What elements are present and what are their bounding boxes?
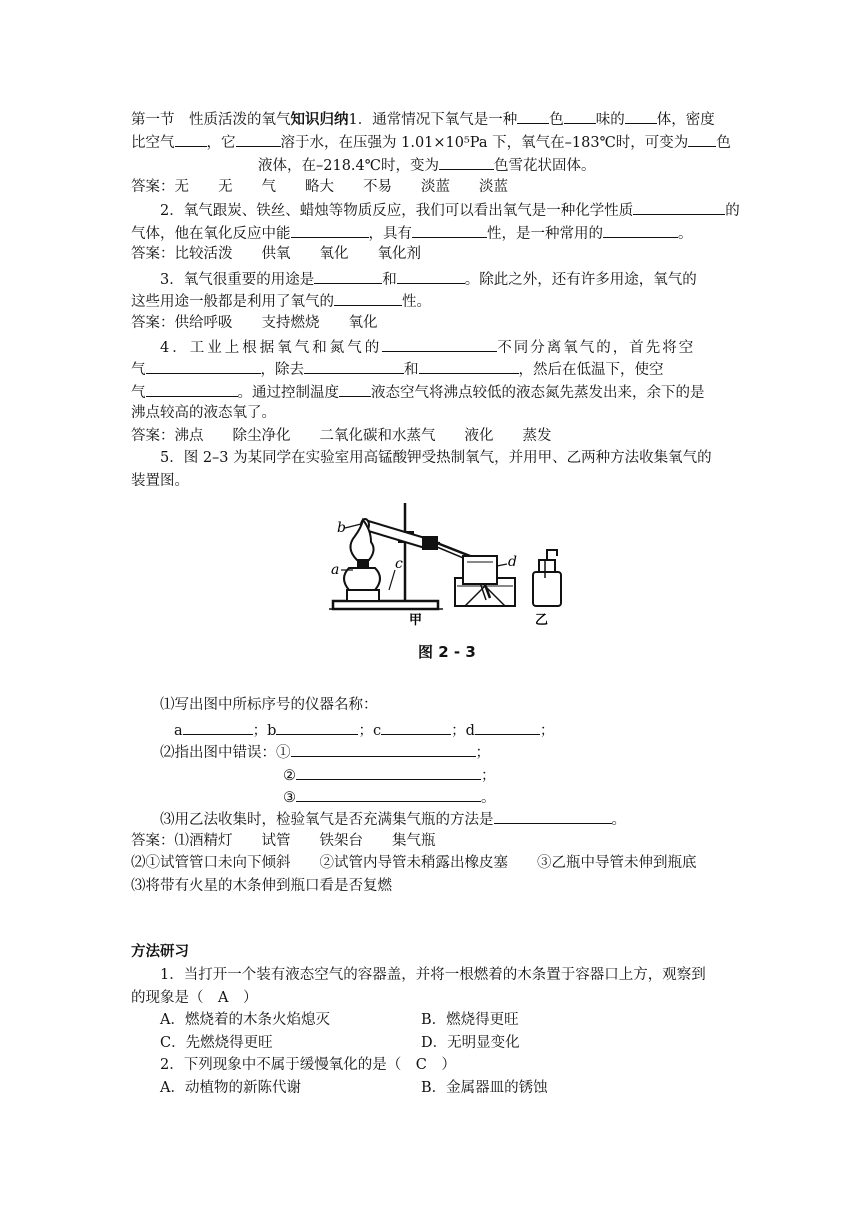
blank — [382, 336, 497, 352]
q5-text: 。 — [481, 790, 496, 806]
blank — [236, 131, 281, 147]
q5-text: ；b — [252, 723, 277, 739]
q1-line1 — [131, 108, 715, 130]
q5-text: ② — [283, 768, 296, 784]
q1-text: 体，密度 — [656, 112, 715, 128]
q1-line2 — [131, 131, 731, 153]
blank — [146, 381, 238, 397]
q3-text: 3．氧气很重要的用途是 — [160, 272, 315, 288]
q5-line2: 装置图。 — [131, 473, 189, 489]
q4-answer: 答案：沸点 除尘净化 二氧化碳和水蒸气 液化 蒸发 — [131, 428, 552, 444]
q2-answer: 答案：比较活泼 供氧 氧化 氧化剂 — [131, 246, 421, 262]
q3-text: 。除此之外，还有许多用途，氧气的 — [464, 272, 697, 288]
apparatus-diagram — [325, 498, 565, 633]
blank — [183, 719, 253, 735]
blank — [494, 808, 612, 824]
q3-line1 — [160, 268, 697, 290]
q5-part1: ⑴写出图中所标序号的仪器名称： — [160, 697, 378, 713]
q1-text: 溶于水，在压强为 1.01×10⁵Pa 下，氧气在–183℃时，可变为 — [280, 135, 689, 151]
s2-q2-option-a: A．动植物的新陈代谢 — [160, 1080, 301, 1096]
q1-text: 比空气 — [131, 135, 175, 151]
q1-text: 1．通常情况下氧气是一种 — [348, 112, 518, 128]
q3-text: 性。 — [402, 294, 431, 310]
q3-text: 这些用途一般都是利用了氧气的 — [131, 294, 334, 310]
q5-text: ③ — [283, 790, 296, 806]
stand-base — [333, 601, 438, 609]
q5-part2-3 — [283, 786, 496, 808]
q5-part2-2 — [283, 764, 496, 786]
q2-line1 — [160, 199, 740, 221]
q5-part3 — [160, 808, 626, 830]
q4-text: ，然后在低温下，使空 — [518, 362, 664, 378]
blank — [439, 154, 494, 170]
q5-text: ； — [475, 745, 490, 761]
q1-text: 色 — [716, 135, 731, 151]
blank — [475, 719, 540, 735]
blank — [304, 358, 404, 374]
q4-text: ，除去 — [260, 362, 304, 378]
q1-text: 味的 — [595, 112, 625, 128]
q4-text: 4．工业上根据氧气和氮气的 — [160, 340, 383, 356]
blank — [412, 222, 487, 238]
blank — [688, 131, 716, 147]
blank — [633, 199, 725, 215]
q1-answer: 答案：无 无 气 略大 不易 淡蓝 淡蓝 — [131, 179, 508, 195]
s2-q1-option-d: D．无明显变化 — [421, 1035, 520, 1051]
blank — [314, 268, 382, 284]
q1-text: ，它 — [206, 135, 236, 151]
s2-q1-option-b: B．燃烧得更旺 — [421, 1012, 519, 1028]
q5-text: ；c — [358, 723, 382, 739]
q4-text: 液态空气将沸点较低的液态氮先蒸发出来，余下的是 — [371, 385, 705, 401]
s2-q2-line1: 2．下列现象中不属于缓慢氧化的是（ C ） — [160, 1057, 456, 1073]
q2-text: ，具有 — [368, 226, 412, 242]
q4-line2 — [131, 358, 664, 380]
q5-text: a — [174, 723, 183, 739]
blank — [296, 764, 481, 780]
section-title: 第一节 性质活泼的氧气 — [131, 112, 291, 128]
blank — [603, 222, 678, 238]
label-b: b — [337, 520, 346, 536]
blank — [339, 381, 371, 397]
q5-answer3: ⑶将带有火星的木条伸到瓶口看是否复燃 — [131, 878, 392, 894]
q5-line1: 5．图 2–3 为某同学在实验室用高锰酸钾受热制氧气，并用甲、乙两种方法收集氧气的 — [160, 450, 712, 466]
s2-q1-option-c: C．先燃烧得更旺 — [160, 1035, 273, 1051]
blank — [381, 719, 451, 735]
q1-text: 色 — [549, 112, 564, 128]
figure-caption: 图 2 - 3 — [418, 643, 476, 661]
label-yi: 乙 — [535, 613, 549, 628]
q3-answer: 答案：供给呼吸 支持燃烧 氧化 — [131, 315, 378, 331]
q3-text: 和 — [382, 272, 397, 288]
q2-text: 气体，他在氧化反应中能 — [131, 226, 291, 242]
blank — [291, 222, 369, 238]
s2-q1-line1: 1．当打开一个装有液态空气的容器盖，并将一根燃着的木条置于容器口上方，观察到 — [160, 967, 706, 983]
q4-line4: 沸点较高的液态氧了。 — [131, 405, 276, 421]
label-a: a — [331, 562, 340, 578]
label-c: c — [395, 556, 403, 572]
gas-bottle — [533, 550, 561, 606]
q2-text: 性，是一种常用的 — [487, 226, 603, 242]
blank — [564, 108, 596, 124]
q4-text: 气 — [131, 362, 146, 378]
q4-line3 — [131, 381, 705, 403]
blank — [334, 290, 402, 306]
q5-text: ⑵指出图中错误：① — [160, 745, 291, 761]
q4-line1 — [160, 336, 695, 358]
q5-answer1: 答案：⑴酒精灯 试管 铁架台 集气瓶 — [131, 833, 436, 849]
q1-text: 液体，在–218.4℃时，变为 — [258, 158, 439, 174]
apparatus-figure — [325, 498, 565, 637]
q5-part1-blanks — [174, 719, 554, 741]
q5-text: ； — [539, 723, 555, 739]
s2-q1-line2: 的现象是（ A ） — [131, 990, 258, 1006]
blank — [291, 741, 476, 757]
blank — [625, 108, 657, 124]
q4-text: 不同分离氧气的，首先将空 — [497, 340, 696, 356]
blank — [146, 358, 261, 374]
section2-title: 方法研习 — [131, 943, 189, 960]
q1-line3 — [258, 154, 595, 176]
blank — [175, 131, 207, 147]
s2-q1-option-a: A．燃烧着的木条火焰熄灭 — [160, 1012, 330, 1028]
blank — [296, 786, 481, 802]
blank — [419, 358, 519, 374]
blank — [276, 719, 358, 735]
blank — [517, 108, 549, 124]
q4-text: 和 — [404, 362, 419, 378]
s2-q2-option-b: B．金属器皿的锈蚀 — [421, 1080, 548, 1096]
q2-text: 2．氧气跟炭、铁丝、蜡烛等物质反应，我们可以看出氧气是一种化学性质 — [160, 203, 634, 219]
q5-answer2: ⑵①试管管口未向下倾斜 ②试管内导管未稍露出橡皮塞 ③乙瓶中导管未伸到瓶底 — [131, 855, 697, 871]
q4-text: 。通过控制温度 — [237, 385, 339, 401]
q5-text: 。 — [611, 812, 626, 828]
blank — [397, 268, 465, 284]
section-title-bold: 知识归纳 — [290, 111, 349, 128]
q2-text: 。 — [678, 226, 693, 242]
q4-text: 气 — [131, 385, 146, 401]
q5-part2-1 — [160, 741, 490, 763]
q3-line2 — [131, 290, 431, 312]
q2-text: 的 — [725, 203, 740, 219]
q5-text: ； — [481, 768, 496, 784]
label-d: d — [508, 554, 517, 570]
q5-text: ⑶用乙法收集时，检验氧气是否充满集气瓶的方法是 — [160, 812, 494, 828]
q2-line2 — [131, 222, 693, 244]
q1-text: 色雪花状固体。 — [493, 158, 596, 174]
q5-text: ；d — [451, 723, 475, 739]
label-jia: 甲 — [409, 613, 423, 628]
